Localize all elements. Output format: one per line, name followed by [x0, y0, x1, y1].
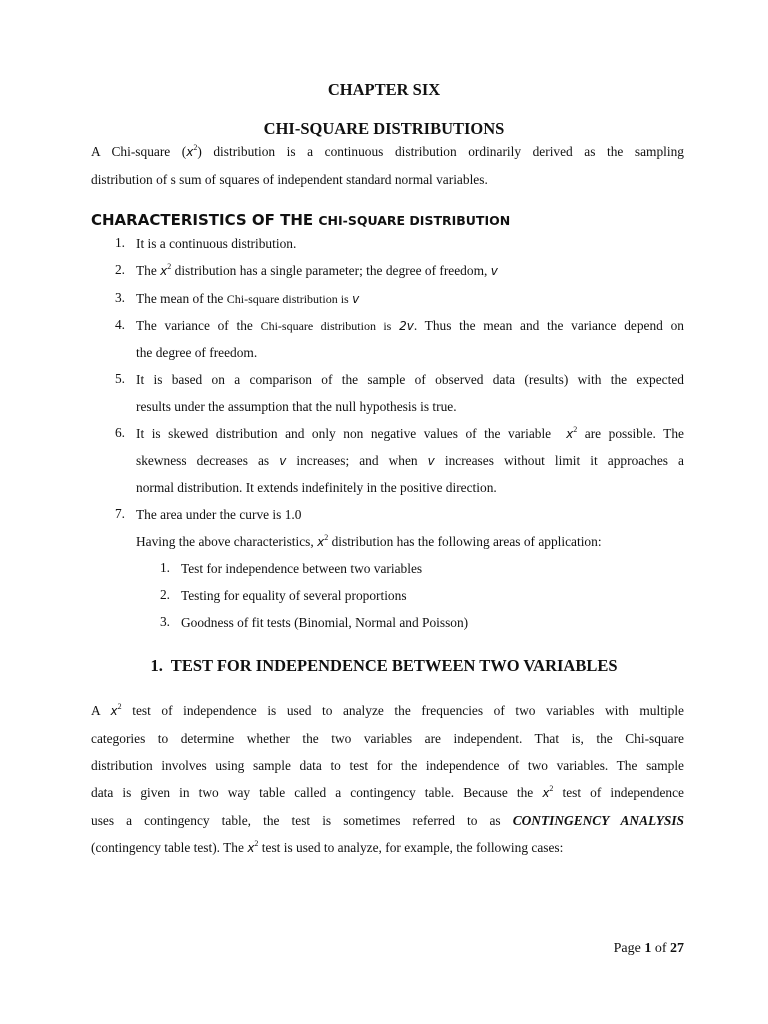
footer-text: of — [654, 941, 667, 956]
chapter-title: CHI-SQUARE DISTRIBUTIONS — [263, 119, 505, 138]
list-item-continuation: results under the assumption that the null hypothesis is true. — [136, 399, 457, 414]
item-text: The variance of the — [136, 318, 261, 333]
list-item-continuation: the degree of freedom. — [136, 345, 258, 360]
item-text: Chi-square distribution is — [260, 319, 392, 333]
item-text: The mean of the — [136, 291, 227, 306]
two-nu-symbol: 2v — [399, 319, 414, 333]
total-pages: 27 — [670, 941, 684, 956]
application-item: Goodness of fit tests (Binomial, Normal and Poisson) — [181, 615, 469, 630]
list-item — [136, 317, 684, 335]
chapter-heading: CHAPTER SIX — [327, 80, 441, 99]
item-text: data is given in two way table called a contingency table. Because the — [91, 785, 534, 800]
item-text: (contingency table test). The — [91, 840, 244, 855]
item-text: A — [91, 703, 100, 718]
section-heading: 1. TEST FOR INDEPENDENCE BETWEEN TWO VARIABLES — [150, 656, 618, 675]
sublist-number: 3. — [159, 614, 170, 629]
chi-exponent: 2 — [549, 784, 554, 793]
item-text: test of independence — [562, 785, 684, 800]
nu-symbol: v — [352, 292, 360, 306]
nu-symbol: v — [490, 264, 498, 278]
chi-symbol: x — [542, 786, 550, 800]
list-number: 7. — [114, 506, 125, 521]
item-text: The — [136, 263, 161, 278]
item-text: increases; and when — [296, 453, 418, 468]
item-text: uses a contingency table, the test is sometimes referred to as — [91, 813, 501, 828]
chi-symbol: x — [160, 264, 168, 278]
item-text: Chi-square distribution is — [226, 292, 349, 306]
chi-exponent: 2 — [167, 262, 172, 271]
list-item: The area under the curve is 1.0 — [136, 507, 302, 522]
item-text: Having the above characteristics, — [136, 534, 314, 549]
list-number: 3. — [114, 290, 125, 305]
nu-symbol: v — [427, 454, 435, 468]
chi-exponent: 2 — [573, 425, 578, 434]
sublist-number: 2. — [159, 587, 170, 602]
heading-part: CHI-SQUARE DISTRIBUTION — [318, 213, 511, 228]
section-text-line: categories to determine whether the two variables are independent. That is, the Chi-square — [91, 731, 684, 746]
item-text: test of independence is used to analyze the frequencies of two variables with multiple — [132, 703, 685, 718]
list-number: 4. — [114, 317, 125, 332]
current-page: 1 — [644, 941, 652, 956]
applications-intro — [136, 533, 729, 551]
list-item — [136, 425, 684, 443]
application-item: Testing for equality of several proportions — [181, 588, 407, 603]
item-text: . Thus the mean and the variance depend on — [413, 318, 684, 333]
chi-symbol: x — [566, 427, 574, 441]
characteristics-heading — [91, 211, 510, 229]
item-text: It is skewed distribution and only non negative values of the variable — [136, 426, 552, 441]
chi-exponent: 2 — [193, 143, 198, 152]
list-item — [136, 262, 729, 280]
footer-text: Page — [613, 941, 641, 956]
chi-symbol: x — [317, 535, 325, 549]
intro-text: ) distribution is a continuous distribution ordinarily derived as the sampling — [197, 144, 684, 159]
intro-line-2: distribution of s sum of squares of independent standard normal variables. — [91, 172, 488, 187]
list-number: 2. — [114, 262, 125, 277]
section-text-line — [91, 784, 684, 802]
intro-line-1 — [91, 143, 684, 161]
list-number: 6. — [114, 425, 125, 440]
list-item-continuation: normal distribution. It extends indefinitely in the positive direction. — [136, 480, 497, 495]
list-item-continuation — [136, 452, 684, 470]
chi-symbol: x — [110, 704, 118, 718]
list-item: It is a continuous distribution. — [136, 236, 297, 251]
item-text: distribution has a single parameter; the degree of freedom, — [171, 263, 488, 278]
application-item: Test for independence between two variables — [181, 561, 423, 576]
emphasized-term: CONTINGENCY ANALYSIS — [512, 813, 684, 828]
item-text: are possible. The — [584, 426, 684, 441]
chi-exponent: 2 — [324, 533, 329, 542]
sublist-number: 1. — [159, 560, 170, 575]
item-text: skewness decreases as — [136, 453, 270, 468]
list-number: 1. — [114, 235, 125, 250]
intro-text: A Chi-square ( — [91, 144, 187, 159]
chi-symbol: x — [247, 841, 255, 855]
section-text-line — [91, 812, 684, 830]
item-text: increases without limit it approaches a — [444, 453, 684, 468]
nu-symbol: v — [279, 454, 287, 468]
section-text-line: distribution involves using sample data to test for the independence of two variables. The sample — [91, 758, 684, 773]
item-text: distribution has the following areas of application: — [331, 534, 602, 549]
chi-exponent: 2 — [254, 839, 259, 848]
chi-exponent: 2 — [117, 702, 122, 711]
list-item: It is based on a comparison of the sample of observed data (results) with the expected — [136, 372, 684, 387]
chi-symbol: x — [186, 145, 194, 159]
section-text-line — [91, 839, 684, 857]
item-text: test is used to analyze, for example, the following cases: — [261, 840, 564, 855]
list-item — [136, 290, 729, 308]
heading-part: CHARACTERISTICS OF THE — [91, 211, 319, 229]
section-text-line — [91, 702, 684, 720]
page-number-footer — [614, 941, 684, 957]
list-number: 5. — [114, 371, 125, 386]
